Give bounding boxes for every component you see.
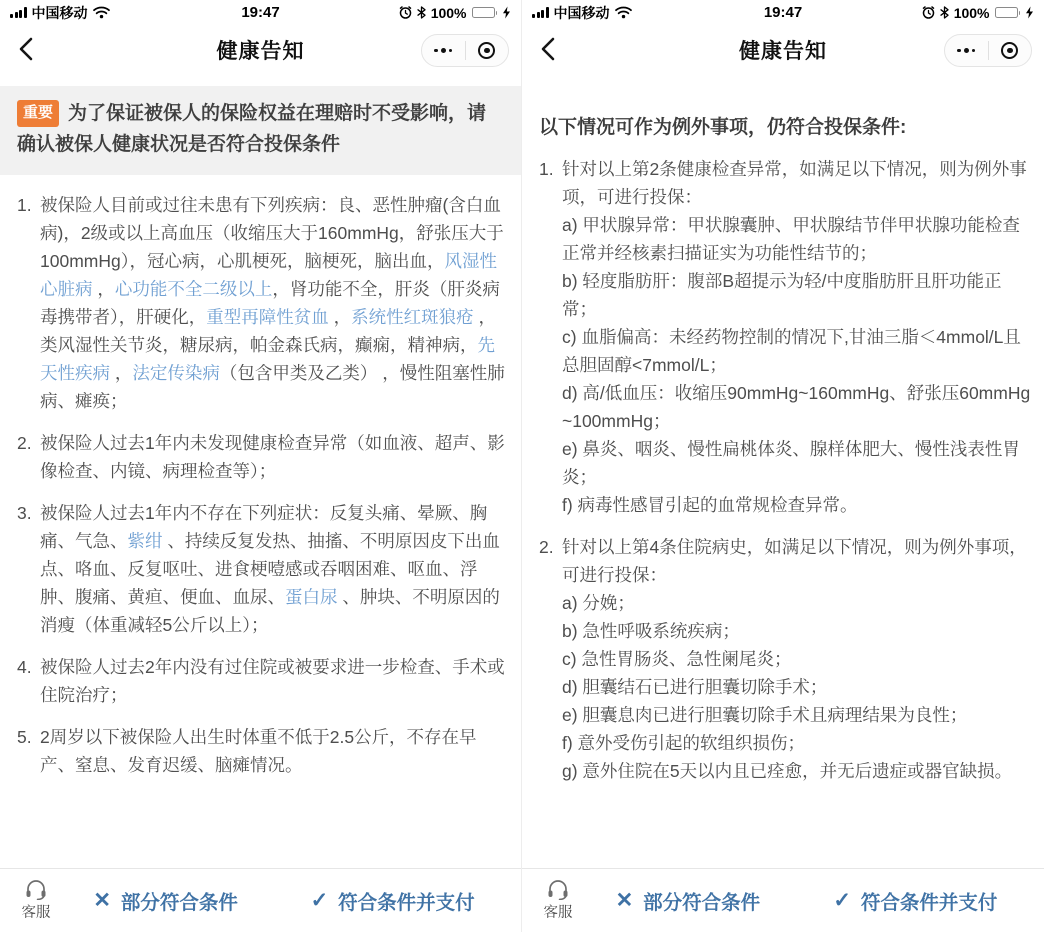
- match-and-pay-button[interactable]: [833, 887, 997, 915]
- headset-icon: [547, 880, 569, 900]
- item-text: [40, 653, 508, 709]
- item-paragraph: [562, 379, 1031, 435]
- inline-term-link[interactable]: 系统性红斑狼疮: [351, 306, 474, 327]
- item-text: [40, 429, 508, 485]
- exception-list: [539, 155, 1031, 785]
- item-number: 1.: [539, 159, 554, 179]
- nav-bar: [522, 22, 1044, 78]
- list-item: [17, 191, 508, 415]
- clock-time: 19:47: [763, 4, 803, 21]
- carrier-label: 中国移动: [553, 4, 610, 21]
- text-segment: 针对以上第4条住院病史，如满足以下情况，则为例外事项，可进行投保：: [562, 537, 1027, 585]
- text-segment: 、肿块、不明原因的消瘦（体重减轻5公斤以上）；: [40, 586, 500, 635]
- match-and-pay-label: 符合条件并支付: [338, 891, 475, 914]
- scroll-content-page1[interactable]: [0, 78, 521, 868]
- item-text: [562, 533, 1031, 785]
- important-notice: [0, 86, 521, 175]
- bottom-action-bar: [522, 868, 1044, 932]
- item-paragraph: [562, 701, 1031, 729]
- item-paragraph: [40, 653, 508, 709]
- text-segment: a) 分娩；: [562, 593, 635, 613]
- match-and-pay-label: 符合条件并支付: [860, 891, 998, 914]
- text-segment: 被保险人过去1年内不存在下列症状：反复头痛、晕厥、胸痛、气急、: [40, 502, 488, 551]
- text-segment: d) 高/低血压：收缩压90mmHg~160mmHg、舒张压60mmHg ~100mmHg；: [562, 383, 1031, 431]
- close-home-circle-icon[interactable]: [989, 35, 1032, 66]
- more-ellipsis-icon[interactable]: [945, 35, 988, 66]
- text-segment: g) 意外住院在5天以内且已痊愈，并无后遗症或器官缺损。: [562, 761, 1013, 781]
- notice-text: 为了保证被保人的保险权益在理赔时不受影响，请确认被保人健康状况是否符合投保条件: [17, 103, 487, 155]
- item-paragraph: [562, 617, 1031, 645]
- status-bar: [0, 0, 521, 22]
- item-number: 2.: [539, 537, 554, 557]
- item-number: 3.: [17, 502, 32, 523]
- x-icon: ✕: [615, 889, 634, 912]
- text-segment: e) 胆囊息肉已进行胆囊切除手术且病理结果为良性；: [562, 705, 968, 725]
- text-segment: b) 急性呼吸系统疾病；: [562, 621, 740, 641]
- miniprogram-capsule: [944, 34, 1032, 67]
- nav-bar: [0, 22, 521, 78]
- check-icon: ✓: [833, 889, 851, 912]
- text-segment: f) 病毒性感冒引起的血常规检查异常。: [562, 495, 858, 515]
- health-condition-list: [17, 191, 508, 779]
- text-segment: 2周岁以下被保险人出生时体重不低于2.5公斤，不存在早产、窒息、发育迟缓、脑瘫情况。: [40, 726, 477, 775]
- partial-match-button[interactable]: [616, 887, 761, 915]
- text-segment: 被保险人目前或过往未患有下列疾病：良、恶性肿瘤(含白血病)，2级或以上高血压（收缩压大于160mmHg，舒张压大于100mmHg），冠心病，心肌梗死，脑梗死，脑出血，: [40, 194, 504, 271]
- item-paragraph: [562, 533, 1031, 589]
- inline-term-link[interactable]: 重型再障性贫血: [206, 306, 329, 327]
- customer-service-label: 客服: [543, 904, 573, 921]
- more-ellipsis-icon[interactable]: [422, 35, 465, 66]
- item-number: 5.: [17, 726, 32, 747]
- item-number: 1.: [17, 194, 32, 215]
- text-segment: ，: [92, 278, 115, 299]
- text-segment: （包含甲类及乙类） ，慢性阻塞性肺病、瘫痪；: [40, 362, 505, 411]
- partial-match-label: 部分符合条件: [120, 891, 238, 914]
- inline-term-link[interactable]: 风湿性心脏病: [40, 250, 497, 299]
- item-paragraph: [562, 267, 1031, 323]
- close-home-circle-icon[interactable]: [466, 35, 509, 66]
- list-item: [539, 533, 1031, 785]
- list-item: [17, 653, 508, 709]
- item-paragraph: [40, 499, 508, 639]
- item-paragraph: [562, 589, 1031, 617]
- headset-icon: [25, 880, 47, 900]
- inline-term-link[interactable]: 心功能不全二级以上: [114, 278, 273, 299]
- item-paragraph: [40, 191, 508, 415]
- item-paragraph: [40, 429, 508, 485]
- text-segment: f) 意外受伤引起的软组织损伤；: [562, 733, 806, 753]
- partial-match-button[interactable]: [93, 887, 238, 915]
- list-item: [17, 429, 508, 485]
- text-segment: ，: [110, 362, 133, 383]
- page-title: 健康告知: [739, 40, 827, 63]
- clock-time: 19:47: [241, 4, 280, 21]
- list-item: [17, 723, 508, 779]
- item-text: [562, 155, 1031, 519]
- item-paragraph: [562, 323, 1031, 379]
- text-segment: a) 甲状腺异常：甲状腺囊肿、甲状腺结节伴甲状腺功能检查正常并经核素扫描证实为功能性结节的；: [562, 215, 1020, 263]
- item-paragraph: [562, 757, 1031, 785]
- text-segment: c) 急性胃肠炎、急性阑尾炎；: [562, 649, 792, 669]
- inline-term-link[interactable]: 紫绀: [127, 530, 163, 551]
- item-number: 2.: [17, 432, 32, 453]
- item-paragraph: [40, 723, 508, 779]
- customer-service-button[interactable]: [537, 880, 579, 922]
- item-text: [40, 723, 508, 779]
- text-segment: ，肾功能不全，肝炎（肝炎病毒携带者），肝硬化，: [40, 278, 500, 327]
- carrier-label: 中国移动: [31, 4, 88, 21]
- important-badge: 重要: [17, 100, 59, 127]
- inline-term-link[interactable]: 蛋白尿: [285, 586, 338, 607]
- text-segment: 被保险人过去2年内没有过住院或被要求进一步检查、手术或住院治疗；: [40, 656, 505, 705]
- match-and-pay-button[interactable]: [311, 887, 475, 915]
- bar-buttons: [57, 887, 511, 915]
- customer-service-label: 客服: [21, 904, 51, 921]
- list-item: [17, 499, 508, 639]
- inline-term-link[interactable]: 法定传染病: [132, 362, 220, 383]
- check-icon: ✓: [310, 889, 329, 912]
- item-paragraph: [562, 491, 1031, 519]
- bar-buttons: [579, 887, 1034, 915]
- list-item: [539, 155, 1031, 519]
- item-text: [40, 499, 508, 639]
- text-segment: c) 血脂偏高：未经药物控制的情况下,甘油三脂＜4mmol/L且总胆固醇<7mmol/L；: [562, 327, 1021, 375]
- phone-screen-health-notice-page2: [522, 0, 1044, 932]
- partial-match-label: 部分符合条件: [643, 891, 761, 914]
- exceptions-heading: 以下情况可作为例外事项，仍符合投保条件:: [539, 117, 907, 138]
- text-segment: b) 轻度脂肪肝：腹部B超提示为轻/中度脂肪肝且肝功能正常；: [562, 271, 1002, 319]
- text-segment: d) 胆囊结石已进行胆囊切除手术；: [562, 677, 828, 697]
- text-segment: 、持续反复发热、抽搐、不明原因皮下出血点、咯血、反复呕吐、进食梗噎感或吞咽困难、呕血、浮肿、腹痛、黄疸、便血、血尿、: [40, 530, 500, 607]
- item-number: 4.: [17, 656, 32, 677]
- item-paragraph: [562, 729, 1031, 757]
- text-segment: ，: [328, 306, 352, 327]
- bottom-action-bar: [0, 868, 521, 932]
- text-segment: e) 鼻炎、咽炎、慢性扁桃体炎、腺样体肥大、慢性浅表性胃炎；: [562, 439, 1020, 487]
- text-segment: 被保险人过去1年内未发现健康检查异常（如血液、超声、影像检查、内镜、病理检查等）；: [40, 432, 505, 481]
- item-paragraph: [562, 673, 1031, 701]
- customer-service-button[interactable]: [15, 880, 57, 922]
- text-segment: 针对以上第2条健康检查异常，如满足以下情况，则为例外事项，可进行投保：: [562, 159, 1027, 207]
- miniprogram-capsule: [421, 34, 509, 67]
- item-paragraph: [562, 211, 1031, 267]
- battery-percent: 100%: [953, 4, 990, 21]
- item-text: [40, 191, 508, 415]
- battery-percent: 100%: [430, 4, 467, 21]
- page-title: 健康告知: [216, 40, 305, 63]
- scroll-content-page2[interactable]: [522, 78, 1044, 868]
- item-paragraph: [562, 645, 1031, 673]
- status-bar: [522, 0, 1044, 22]
- text-segment: ，类风湿性关节炎，糖尿病，帕金森氏病，癫痫，精神病，: [40, 306, 496, 355]
- inline-term-link[interactable]: 先天性疾病: [40, 334, 495, 383]
- item-paragraph: [562, 155, 1031, 211]
- item-paragraph: [562, 435, 1031, 491]
- x-icon: ✕: [93, 889, 111, 912]
